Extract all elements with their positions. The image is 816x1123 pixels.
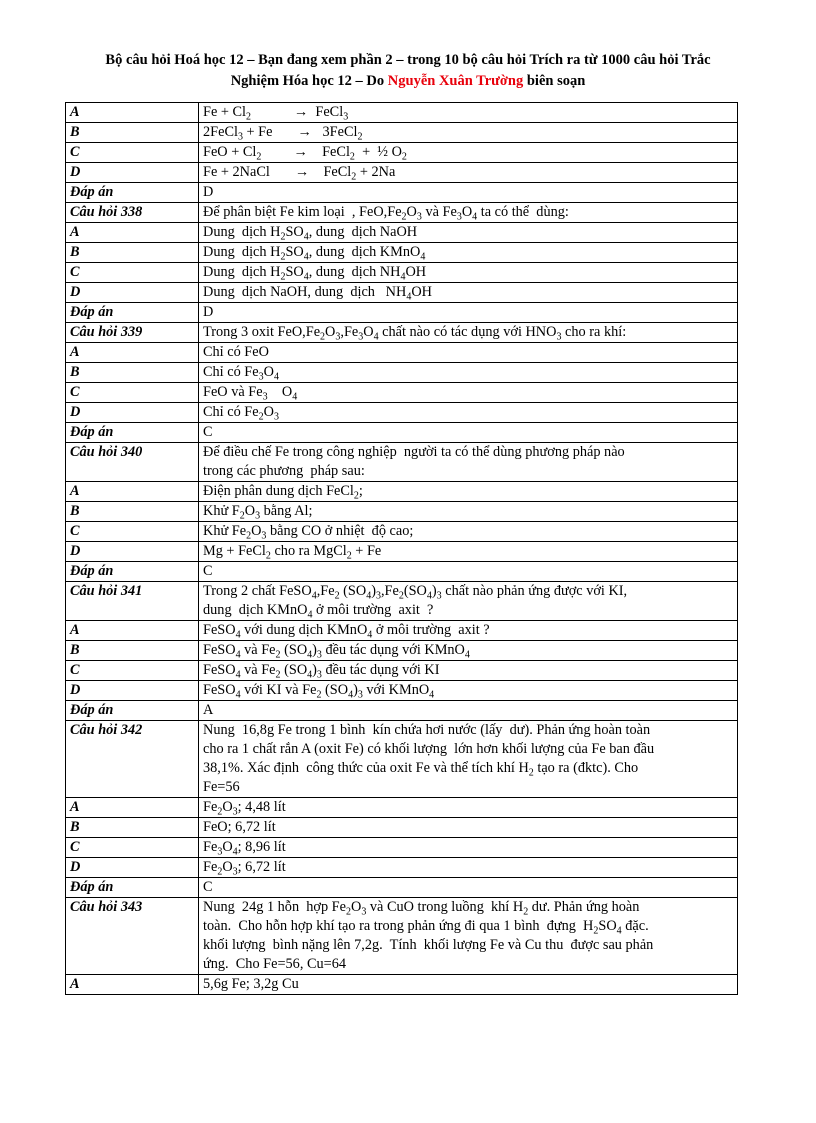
table-row — [66, 975, 738, 995]
table-row — [66, 383, 738, 403]
table-row — [66, 143, 738, 163]
table-row — [66, 621, 738, 641]
header-line-2-prefix: Nghiệm Hóa học 12 – Do — [230, 73, 388, 89]
row-label: D — [66, 403, 199, 423]
row-content: Chỉ có FeO — [199, 343, 738, 363]
row-label: C — [66, 383, 199, 403]
row-label: A — [66, 103, 199, 123]
table-row — [66, 878, 738, 898]
row-content: Nung 16,8g Fe trong 1 bình kín chứa hơi nước (lấy dư). Phản ứng hoàn toàn cho ra 1 chất rắn A (oxit Fe) có khối lượng lớn hơn khối lượng của Fe ban đầu 38,1%. Xác định công thức của oxit Fe và thể tích khí $H_2$ tạo ra (đktc). Cho Fe=56 — [199, 721, 738, 798]
row-content: D — [199, 303, 738, 323]
page-header — [62, 50, 754, 92]
row-label: D — [66, 163, 199, 183]
row-label: B — [66, 243, 199, 263]
row-label: B — [66, 641, 199, 661]
row-label: D — [66, 858, 199, 878]
header-line-1: Bộ câu hỏi Hoá học 12 – Bạn đang xem phần 2 – trong 10 bộ câu hỏi Trích ra từ 1000 câu hỏi Trắc — [105, 52, 711, 68]
table-row — [66, 898, 738, 975]
table-row — [66, 423, 738, 443]
row-label: C — [66, 143, 199, 163]
row-label: A — [66, 343, 199, 363]
row-label: Đáp án — [66, 562, 199, 582]
row-content: FeSO$_4$ và $Fe_2$ $(SO_4)_3$ đều tác dụng với KI — [199, 661, 738, 681]
question-table-body — [66, 103, 738, 995]
row-label: Đáp án — [66, 701, 199, 721]
row-content: 5,6g Fe; 3,2g Cu — [199, 975, 738, 995]
row-label: D — [66, 283, 199, 303]
row-label: C — [66, 838, 199, 858]
table-row — [66, 203, 738, 223]
row-content: $Fe_2O_3$; 4,48 lít — [199, 798, 738, 818]
row-content: Chỉ có $Fe_2O_3$ — [199, 403, 738, 423]
table-row — [66, 838, 738, 858]
row-label: Câu hỏi 338 — [66, 203, 199, 223]
row-content: $Fe_2O_3$; 6,72 lít — [199, 858, 738, 878]
table-row — [66, 283, 738, 303]
row-content: Dung dịch $H_2SO_4$, dung dịch KMnO$_4$ — [199, 243, 738, 263]
row-label: Câu hỏi 343 — [66, 898, 199, 975]
row-content: Dung dịch $H_2SO_4$, dung dịch NaOH — [199, 223, 738, 243]
table-row — [66, 403, 738, 423]
table-row — [66, 103, 738, 123]
row-label: Câu hỏi 342 — [66, 721, 199, 798]
row-content: Chỉ có $Fe_3O_4$ — [199, 363, 738, 383]
header-line-2 — [62, 71, 754, 92]
table-row — [66, 183, 738, 203]
row-label: B — [66, 123, 199, 143]
table-row — [66, 641, 738, 661]
row-content: Trong 2 chất $FeSO_4,Fe_2$ $(SO_4)_3,Fe_2(SO_4)_3$ chất nào phản ứng được với KI, dung dịch KMnO$_4$ ở môi trường axit ? — [199, 582, 738, 621]
row-content: Dung dịch $H_2SO_4$, dung dịch $NH_4OH$ — [199, 263, 738, 283]
table-row — [66, 223, 738, 243]
header-line-2-suffix: biên soạn — [523, 73, 586, 89]
row-content: Để điều chế Fe trong công nghiệp người ta có thể dùng phương pháp nào trong các phương pháp sau: — [199, 443, 738, 482]
table-row — [66, 163, 738, 183]
row-label: Câu hỏi 341 — [66, 582, 199, 621]
table-row — [66, 681, 738, 701]
row-label: A — [66, 975, 199, 995]
table-row — [66, 542, 738, 562]
question-table — [65, 102, 738, 995]
table-row — [66, 123, 738, 143]
row-label: B — [66, 818, 199, 838]
table-row — [66, 661, 738, 681]
table-row — [66, 482, 738, 502]
row-label: D — [66, 681, 199, 701]
row-content: $Fe + Cl_2$ → FeCl$_3$ — [199, 103, 738, 123]
row-content: A — [199, 701, 738, 721]
row-content: Điện phân dung dịch FeCl$_2$; — [199, 482, 738, 502]
row-content: FeSO$_4$ với KI và $Fe_2$ $(SO_4)_3$ với KMnO$_4$ — [199, 681, 738, 701]
row-label: Đáp án — [66, 183, 199, 203]
table-row — [66, 562, 738, 582]
row-label: Câu hỏi 339 — [66, 323, 199, 343]
row-content: C — [199, 562, 738, 582]
table-row — [66, 721, 738, 798]
row-label: C — [66, 522, 199, 542]
row-label: A — [66, 223, 199, 243]
row-content: FeSO$_4$ và $Fe_2$ $(SO_4)_3$ đều tác dụng với KMnO$_4$ — [199, 641, 738, 661]
row-label: A — [66, 621, 199, 641]
row-label: Đáp án — [66, 878, 199, 898]
author-name: Nguyễn Xuân Trường — [387, 73, 524, 89]
row-content: Trong 3 oxit $FeO,Fe_2O_3,Fe_3O_4$ chất nào có tác dụng với $HNO_3$ cho ra khí: — [199, 323, 738, 343]
row-label: Câu hỏi 340 — [66, 443, 199, 482]
row-content: Dung dịch NaOH, dung dịch $NH_4OH$ — [199, 283, 738, 303]
table-row — [66, 323, 738, 343]
row-content: FeO + $Cl_2$ → FeCl$_2$ + ½ $O_2$ — [199, 143, 738, 163]
table-row — [66, 502, 738, 522]
row-label: C — [66, 263, 199, 283]
row-content: FeO; 6,72 lít — [199, 818, 738, 838]
row-content: Fe + 2NaCl → FeCl$_2$ + 2Na — [199, 163, 738, 183]
table-row — [66, 443, 738, 482]
row-label: Đáp án — [66, 423, 199, 443]
row-label: A — [66, 798, 199, 818]
row-label: A — [66, 482, 199, 502]
table-row — [66, 343, 738, 363]
row-content: Nung 24g 1 hỗn hợp $Fe_2O_3$ và CuO trong luồng khí $H_2$ dư. Phản ứng hoàn toàn. Cho hỗn hợp khí tạo ra trong phản ứng đi qua 1 bình đựng $H_2SO_4$ đặc. khối lượng bình nặng lên 7,2g. Tính khối lượng Fe và Cu thu được sau phản ứng. Cho Fe=56, Cu=64 — [199, 898, 738, 975]
table-row — [66, 263, 738, 283]
row-label: D — [66, 542, 199, 562]
row-content: D — [199, 183, 738, 203]
row-label: Đáp án — [66, 303, 199, 323]
row-label: C — [66, 661, 199, 681]
table-row — [66, 522, 738, 542]
row-content: C — [199, 423, 738, 443]
row-content: Khử $F_2O_3$ bằng Al; — [199, 502, 738, 522]
row-content: Mg + FeCl$_2$ cho ra MgCl$_2$ + Fe — [199, 542, 738, 562]
row-content: FeO và $Fe_3$ $O_4$ — [199, 383, 738, 403]
row-content: C — [199, 878, 738, 898]
table-row — [66, 243, 738, 263]
table-row — [66, 858, 738, 878]
table-row — [66, 303, 738, 323]
row-label: B — [66, 502, 199, 522]
row-content: FeSO$_4$ với dung dịch KMnO$_4$ ở môi trường axit ? — [199, 621, 738, 641]
table-row — [66, 701, 738, 721]
table-row — [66, 818, 738, 838]
row-content: $Fe_3O_4$; 8,96 lít — [199, 838, 738, 858]
table-row — [66, 363, 738, 383]
row-label: B — [66, 363, 199, 383]
row-content: Để phân biệt Fe kim loại , $FeO,Fe_2O_3$ và $Fe_3O_4$ ta có thể dùng: — [199, 203, 738, 223]
row-content: 2FeCl$_3$ + Fe → 3FeCl$_2$ — [199, 123, 738, 143]
table-row — [66, 798, 738, 818]
table-row — [66, 582, 738, 621]
row-content: Khử $Fe_2O_3$ bằng CO ở nhiệt độ cao; — [199, 522, 738, 542]
